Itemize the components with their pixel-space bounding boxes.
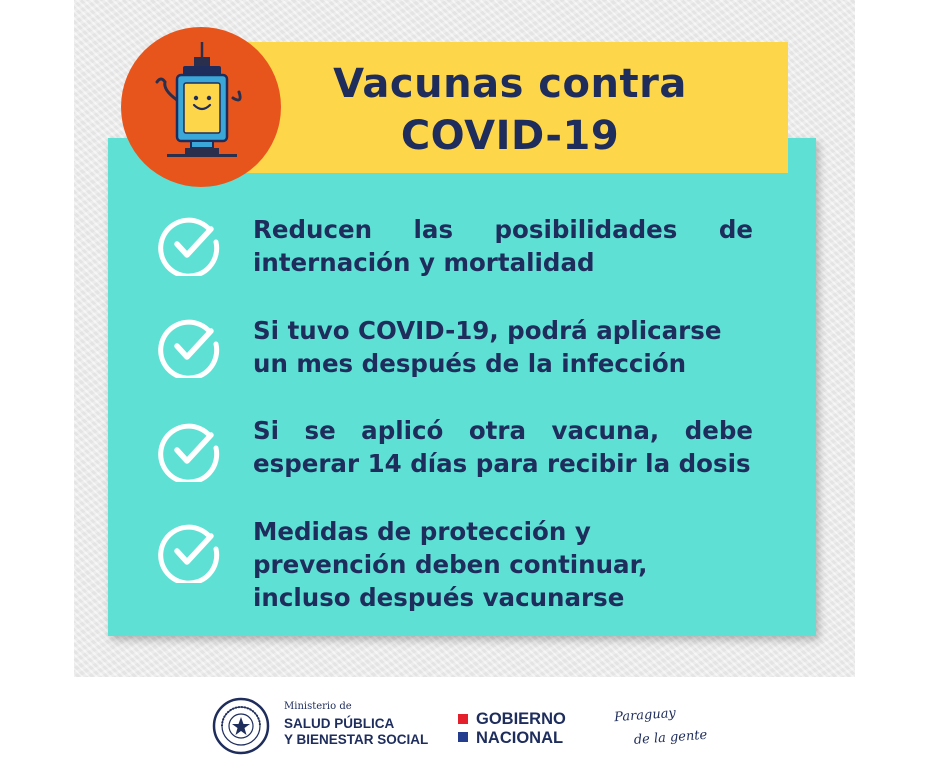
benefit-2-line-2: un mes después de la infección [253, 349, 687, 378]
flag-red-square [458, 714, 468, 724]
footer-logos [0, 677, 929, 781]
check-circle-icon [158, 212, 222, 276]
benefit-4-line-1: Medidas de protección y [253, 517, 591, 546]
benefit-4-line-3: incluso después vacunarse [253, 583, 625, 612]
national-seal-icon [212, 697, 270, 755]
slogan-line-1: Paraguay [613, 705, 677, 726]
gobierno-nacional-logo [476, 710, 566, 748]
page-title [300, 58, 720, 162]
check-circle-icon [158, 418, 222, 482]
benefit-1-line-2: internación y mortalidad [253, 248, 595, 277]
flag-blue-square [458, 732, 468, 742]
ministry-prefix: Ministerio de [284, 701, 352, 712]
ministry-line-2: Y BIENESTAR SOCIAL [284, 732, 429, 747]
benefit-2-line-1: Si tuvo COVID-19, podrá aplicarse [253, 316, 722, 345]
vaccine-syringe-mascot-icon [145, 40, 255, 165]
title-line-2: COVID-19 [400, 113, 620, 159]
gobierno-line-1: GOBIERNO [476, 710, 566, 728]
slogan-logo [613, 700, 708, 754]
ministry-name [284, 716, 428, 748]
check-circle-icon [158, 314, 222, 378]
benefit-3-line-2: esperar 14 días para recibir la dosis [253, 449, 751, 478]
check-circle-icon [158, 519, 222, 583]
ministry-line-1: SALUD PÚBLICA [284, 716, 395, 731]
slogan-line-2: de la gente [633, 727, 708, 748]
benefit-3-line-1: Si se aplicó otra vacuna, debe [253, 416, 753, 445]
benefit-1-line-1: Reducen las posibilidades de [253, 215, 753, 244]
gobierno-line-2: NACIONAL [476, 729, 564, 747]
benefit-4-line-2: prevención deben continuar, [253, 550, 648, 579]
title-line-1: Vacunas contra [333, 61, 687, 107]
